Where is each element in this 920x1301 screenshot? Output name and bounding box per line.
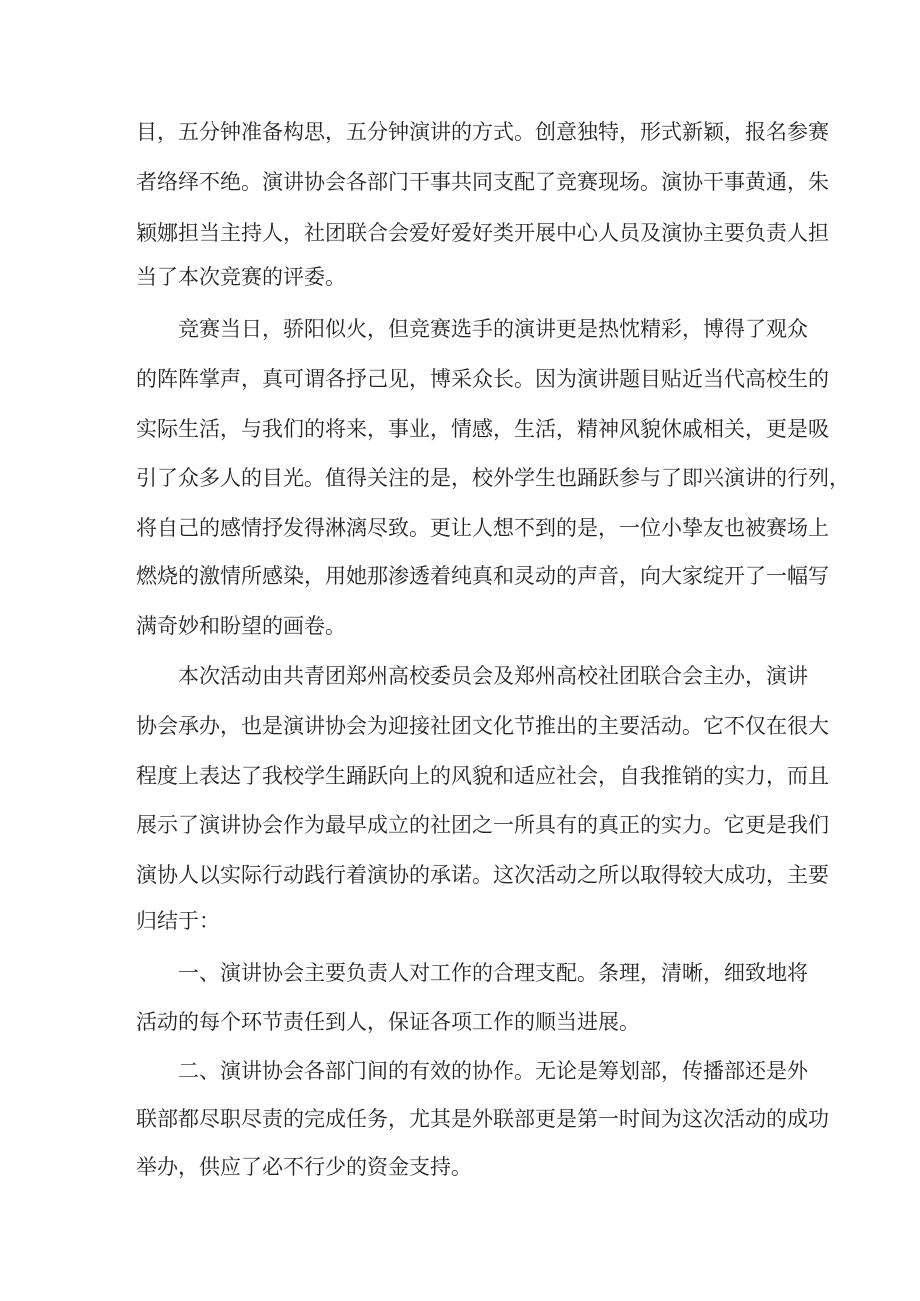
paragraph-1-line-1: 目，五分钟准备构思，五分钟演讲的方式。创意独特，形式新颖，报名参赛 xyxy=(136,120,829,144)
paragraph-3-line-6: 归结于： xyxy=(136,909,220,933)
paragraph-2-line-7: 满奇妙和盼望的画卷。 xyxy=(136,614,346,638)
paragraph-5-line-2: 联部都尽职尽责的完成任务，尤其是外联部更是第一时间为这次活动的成功 xyxy=(136,1107,829,1131)
paragraph-2-line-6: 燃烧的激情所感染，用她那渗透着纯真和灵动的声音，向大家绽开了一幅写 xyxy=(136,564,829,588)
paragraph-3-line-1: 本次活动由共青团郑州高校委员会及郑州高校社团联合会主办，演讲 xyxy=(178,664,808,688)
paragraph-2-line-2: 的阵阵掌声，真可谓各抒己见，博采众长。因为演讲题目贴近当代高校生的 xyxy=(136,367,829,391)
paragraph-3-line-3: 程度上表达了我校学生踊跃向上的风貌和适应社会，自我推销的实力，而且 xyxy=(136,764,829,788)
paragraph-5-line-1: 二、演讲协会各部门间的有效的协作。无论是筹划部，传播部还是外 xyxy=(178,1059,808,1083)
paragraph-2-line-1: 竞赛当日，骄阳似火，但竞赛选手的演讲更是热忱精彩，博得了观众 xyxy=(178,317,808,341)
paragraph-1-line-2: 者络绎不绝。演讲协会各部门干事共同支配了竞赛现场。演协干事黄通，朱 xyxy=(136,170,829,194)
paragraph-3-line-4: 展示了演讲协会作为最早成立的社团之一所具有的真正的实力。它更是我们 xyxy=(136,813,829,837)
paragraph-3-line-5: 演协人以实际行动践行着演协的承诺。这次活动之所以取得较大成功，主要 xyxy=(136,863,829,887)
paragraph-2-line-5: 将自己的感情抒发得淋漓尽致。更让人想不到的是，一位小挚友也被赛场上 xyxy=(136,516,829,540)
paragraph-1-line-3: 颖娜担当主持人，社团联合会爱好爱好类开展中心人员及演协主要负责人担 xyxy=(136,221,829,245)
paragraph-5-line-3: 举办，供应了必不行少的资金支持。 xyxy=(136,1155,472,1179)
paragraph-2-line-3: 实际生活，与我们的将来，事业，情感，生活，精神风貌休戚相关，更是吸 xyxy=(136,417,829,441)
paragraph-1-line-4: 当了本次竞赛的评委。 xyxy=(136,265,346,289)
paragraph-4-line-1: 一、演讲协会主要负责人对工作的合理支配。条理，清晰，细致地将 xyxy=(178,961,808,985)
paragraph-3-line-2: 协会承办，也是演讲协会为迎接社团文化节推出的主要活动。它不仅在很大 xyxy=(136,714,829,738)
paragraph-2-line-4: 引了众多人的目光。值得关注的是，校外学生也踊跃参与了即兴演讲的行列， xyxy=(136,466,850,490)
paragraph-4-line-2: 活动的每个环节责任到人，保证各项工作的顺当进展。 xyxy=(136,1010,640,1034)
